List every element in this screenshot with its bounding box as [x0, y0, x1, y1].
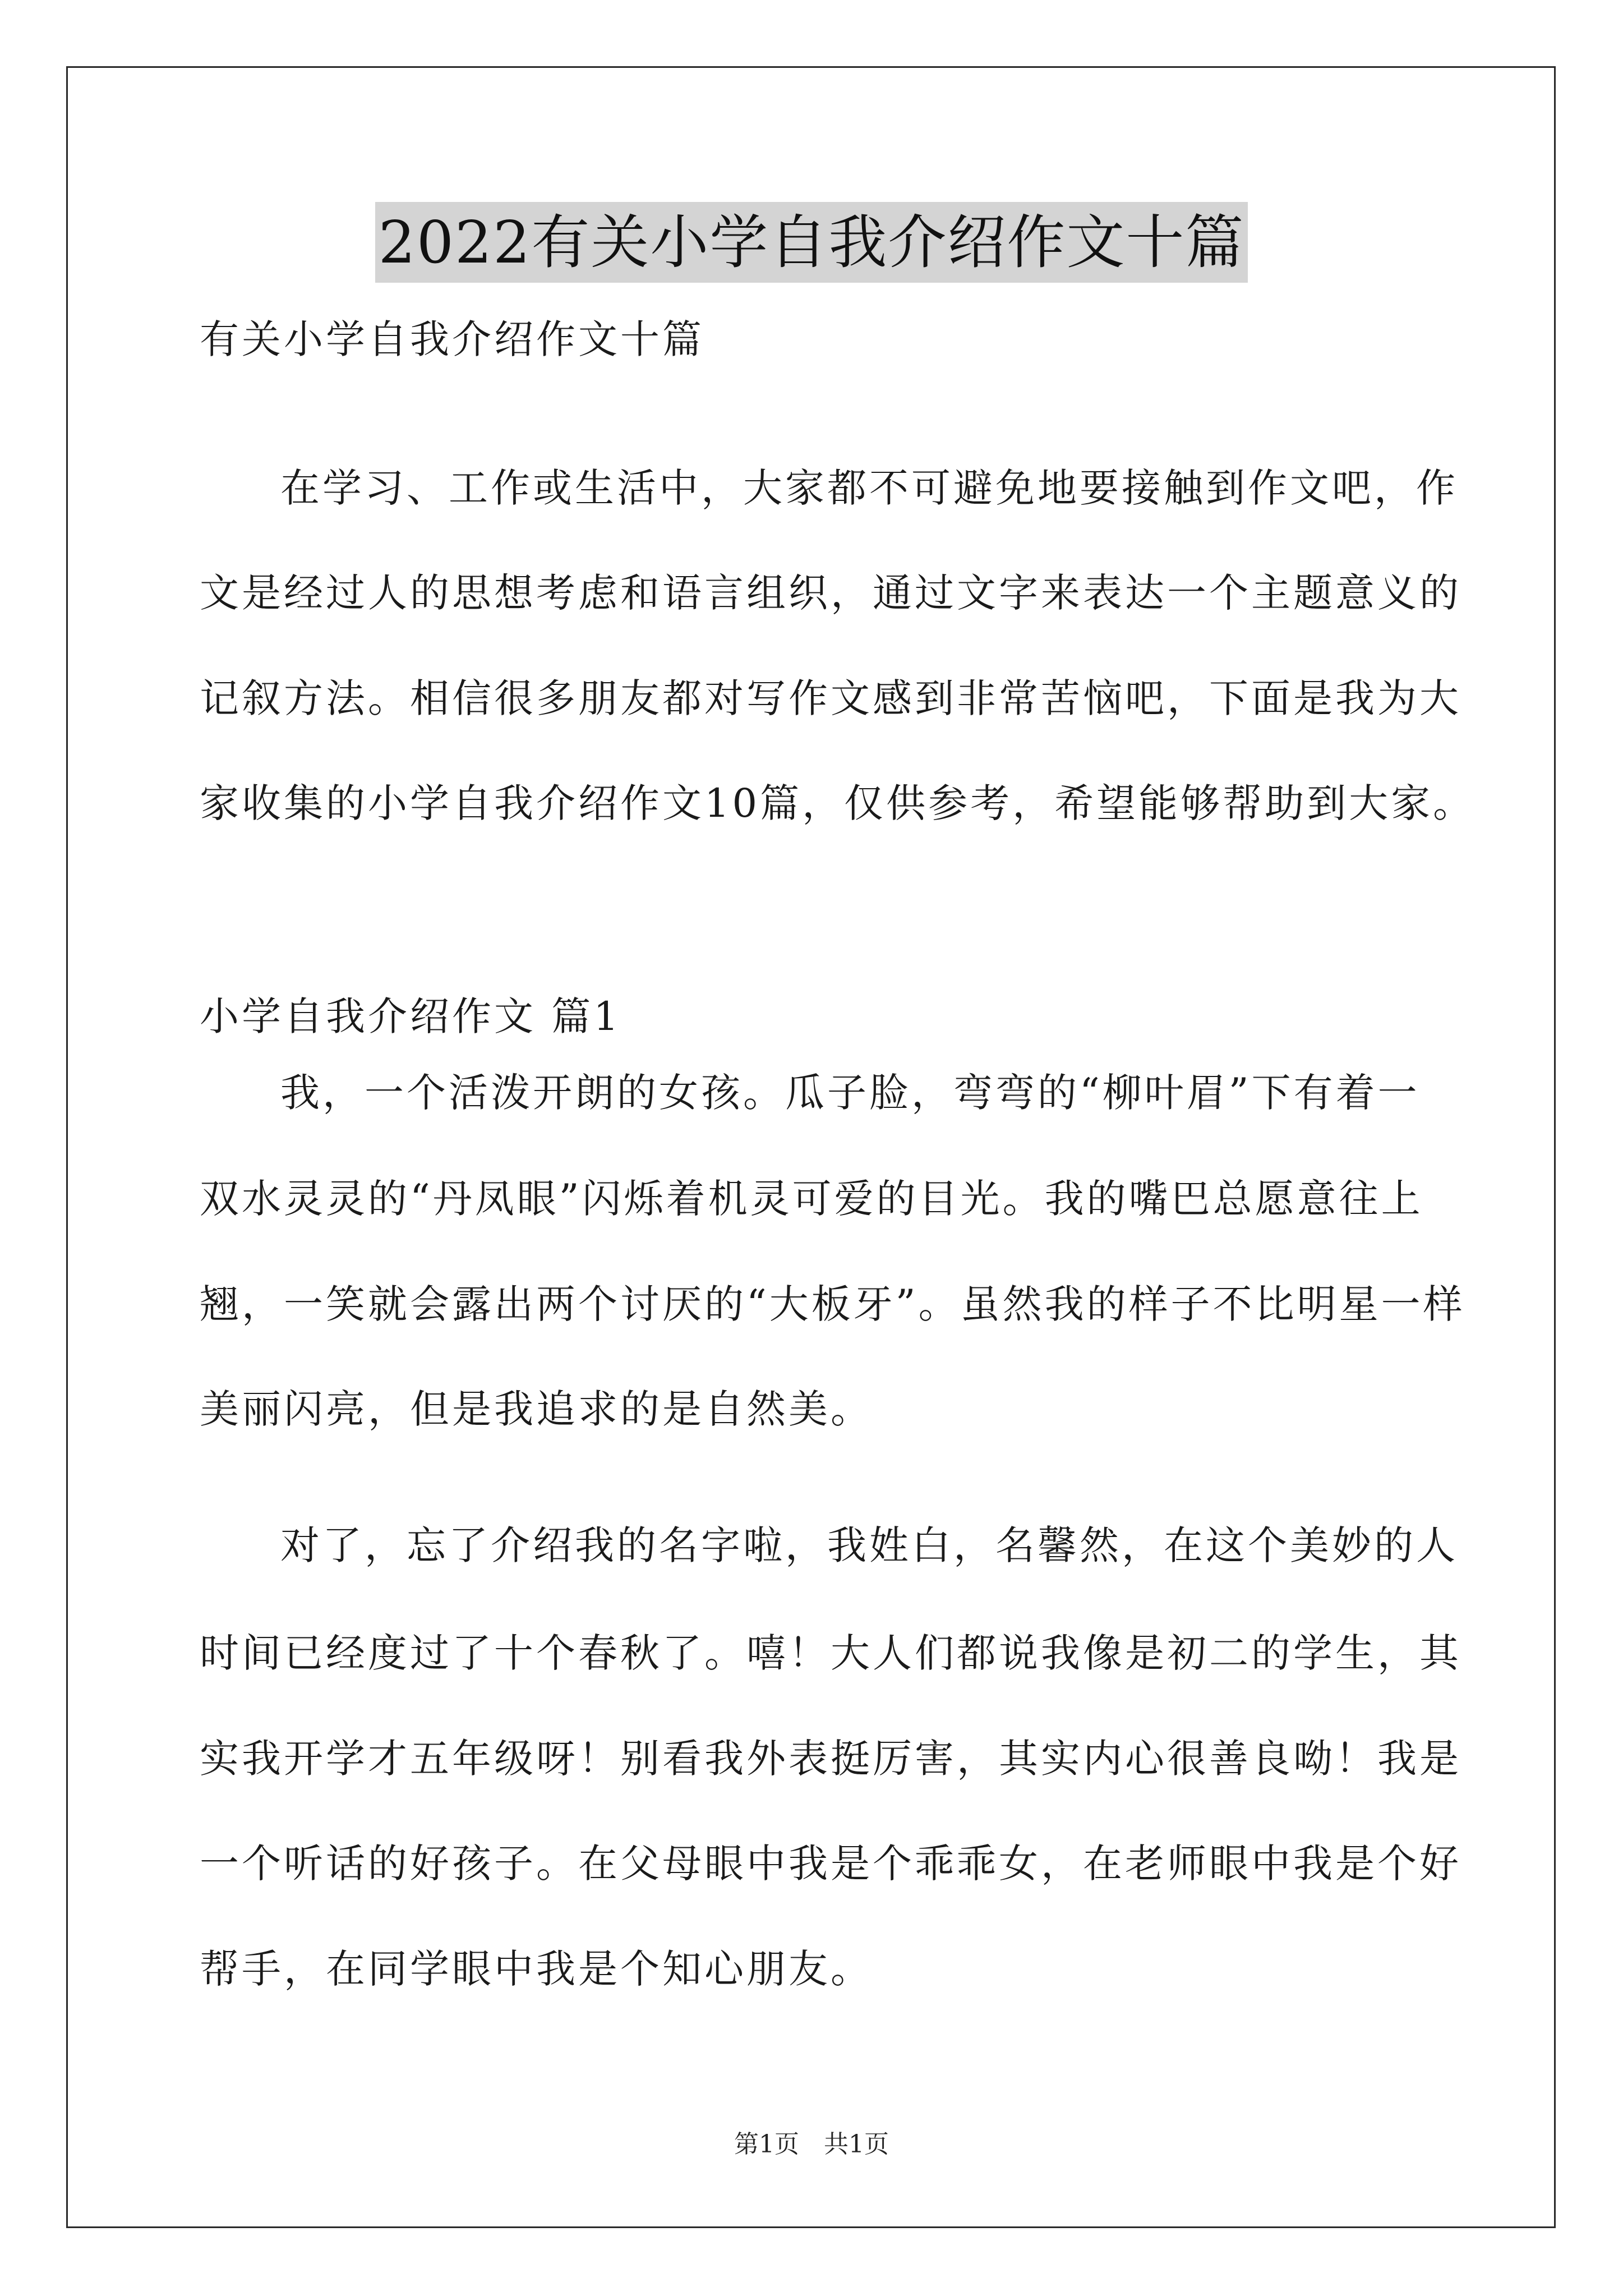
intro-line: 记叙方法。相信很多朋友都对写作文感到非常苦恼吧，下面是我为大: [200, 675, 1461, 721]
paragraph-line: 时间已经度过了十个春秋了。嘻！大人们都说我像是初二的学生，其: [200, 1630, 1461, 1676]
paragraph-line: 一个听话的好孩子。在父母眼中我是个乖乖女，在老师眼中我是个好: [200, 1841, 1461, 1887]
paragraph-line: 帮手，在同学眼中我是个知心朋友。: [200, 1946, 873, 1992]
title-block: [0, 202, 1623, 283]
paragraph-line: 美丽闪亮，但是我追求的是自然美。: [200, 1386, 873, 1432]
paragraph-line: 翘，一笑就会露出两个讨厌的“大板牙”。虽然我的样子不比明星一样: [200, 1281, 1465, 1327]
section-heading: 小学自我介绍作文 篇1: [200, 993, 621, 1039]
intro-line: 文是经过人的思想考虑和语言组织，通过文字来表达一个主题意义的: [200, 570, 1461, 616]
document-title: 2022有关小学自我介绍作文十篇: [375, 202, 1248, 283]
intro-line: 在学习、工作或生活中，大家都不可避免地要接触到作文吧，作: [280, 465, 1458, 511]
paragraph-line: 双水灵灵的“丹凤眼”闪烁着机灵可爱的目光。我的嘴巴总愿意往上: [200, 1176, 1423, 1222]
paragraph-line: 对了，忘了介绍我的名字啦，我姓白，名馨然，在这个美妙的人: [280, 1522, 1458, 1568]
subtitle: 有关小学自我介绍作文十篇: [200, 316, 704, 362]
page-number: 第1页: [734, 2130, 799, 2159]
paragraph-line: 我，一个活泼开朗的女孩。瓜子脸，弯弯的“柳叶眉”下有着一: [280, 1070, 1420, 1116]
intro-line: 家收集的小学自我介绍作文10篇，仅供参考，希望能够帮助到大家。: [200, 780, 1476, 826]
page-count: 共1页: [824, 2130, 889, 2159]
page-footer: [0, 2129, 1623, 2160]
paragraph-line: 实我开学才五年级呀！别看我外表挺厉害，其实内心很善良呦！我是: [200, 1736, 1461, 1782]
page-border: [66, 66, 1556, 2228]
